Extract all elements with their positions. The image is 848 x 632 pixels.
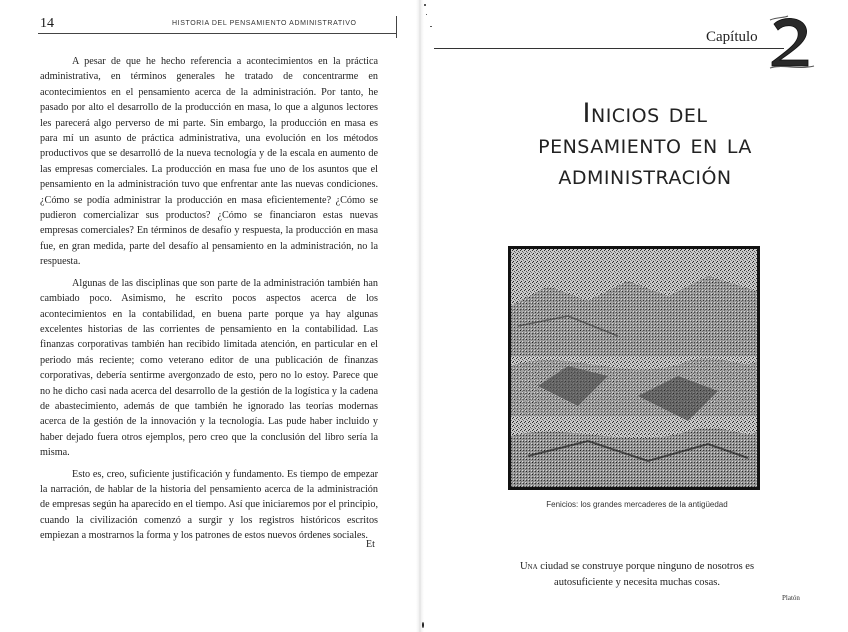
title-line: Inicios del (582, 98, 708, 129)
scan-speck (430, 26, 432, 27)
scan-speck (424, 4, 426, 6)
paragraph: Esto es, creo, suficiente justificación y fundamento. Es tiempo de empezar la narración, de hablar de la historia del pensamiento acerca de la administración de empresas según ha aparecido en el tiempo. Así que iniciaremos por el principio, cuando la civilización comenzó a surgir y los registros históricos escritos empiezan a mostrarnos la forma y los patrones de estos nuevos órdenes sociales. (40, 468, 378, 542)
title-line: administración (558, 160, 732, 191)
body-text (40, 54, 378, 544)
paragraph: Algunas de las disciplinas que son parte de la administración también han cambiado poco. Asimismo, he escrito pocos aspectos acerca de los acontecimientos en la contabilidad, en buena parte porque ya hay algunas excelentes historias de las corrientes de pensamiento en la contabilidad. Las finanzas corporativas también han recibido limitada atención, en particular en el periodo más reciente; como veterano editor de una publicación de finanzas corporativas, debería sentirme avergonzado de esto, pero no lo estoy. Parece que no he dicho casi nada acerca del desarrollo de la gestión de la logística y la cadena de abastecimiento, además de que también he ignorado las teorías modernas acerca de la gestión de la innovación y la tecnología. Las pude haber incluido y haber dejado fuera otros ejemplos, pero creo que la conclusión del libro sería la misma. (40, 277, 378, 459)
epigraph-text: ciudad se construye porque ninguno de nosotros es autosuficiente y necesita muchas cosas. (540, 561, 755, 588)
header-rule (38, 33, 396, 34)
scan-speck (426, 14, 427, 15)
header-vertical-bar (396, 16, 397, 38)
chapter-number-ornament (768, 14, 816, 70)
epigraph-first-word: Una (519, 561, 538, 572)
illustration-image (508, 246, 760, 490)
scan-speck (422, 622, 424, 628)
chapter-illustration (508, 246, 760, 490)
end-mark: Et (366, 539, 375, 550)
running-head: HISTORIA DEL PENSAMIENTO ADMINISTRATIVO (172, 20, 357, 27)
epigraph (492, 559, 782, 591)
right-page (420, 0, 848, 632)
paragraph: A pesar de que he hecho referencia a acontecimientos en la práctica administrativa, en términos generales he tratado de concentrarme en acontecimientos en el pensamiento acerca de la administración. Por tanto, he pasado por alto el desarrollo de la producción en masa, lo que a algunos lectores les parecerá algo perverso de mi parte. Sin embargo, la producción en masa es para mí un asunto de práctica administrativa, una evolución en los métodos productivos que se desarrolló de la nueva tecnología y de la escala en aumento de las empresas comerciales. La producción en masa fue uno de los asuntos que el pensamiento en la administración tuvo que enfrentar ante las nuevas condiciones. ¿Cómo se podía administrar la producción en masa eficientemente? ¿Cómo se pudieron comercializar sus productos? ¿Cómo se financiaron estas nuevas empresas comerciales? En términos de desafío y respuesta, la producción en masa fue, en gran medida, parte del desafío al pensamiento en la administración, no la respuesta. (40, 56, 378, 268)
chapter-label: Capítulo (706, 29, 758, 45)
chapter-rule (434, 48, 784, 49)
left-page (0, 0, 420, 632)
chapter-title (480, 98, 810, 191)
epigraph-author: Platón (782, 594, 800, 602)
page-number: 14 (40, 16, 54, 31)
title-line: pensamiento en la (538, 129, 752, 160)
chapter-number-graphic (768, 14, 816, 70)
figure-caption: Fenicios: los grandes mercaderes de la antigüedad (546, 500, 728, 509)
